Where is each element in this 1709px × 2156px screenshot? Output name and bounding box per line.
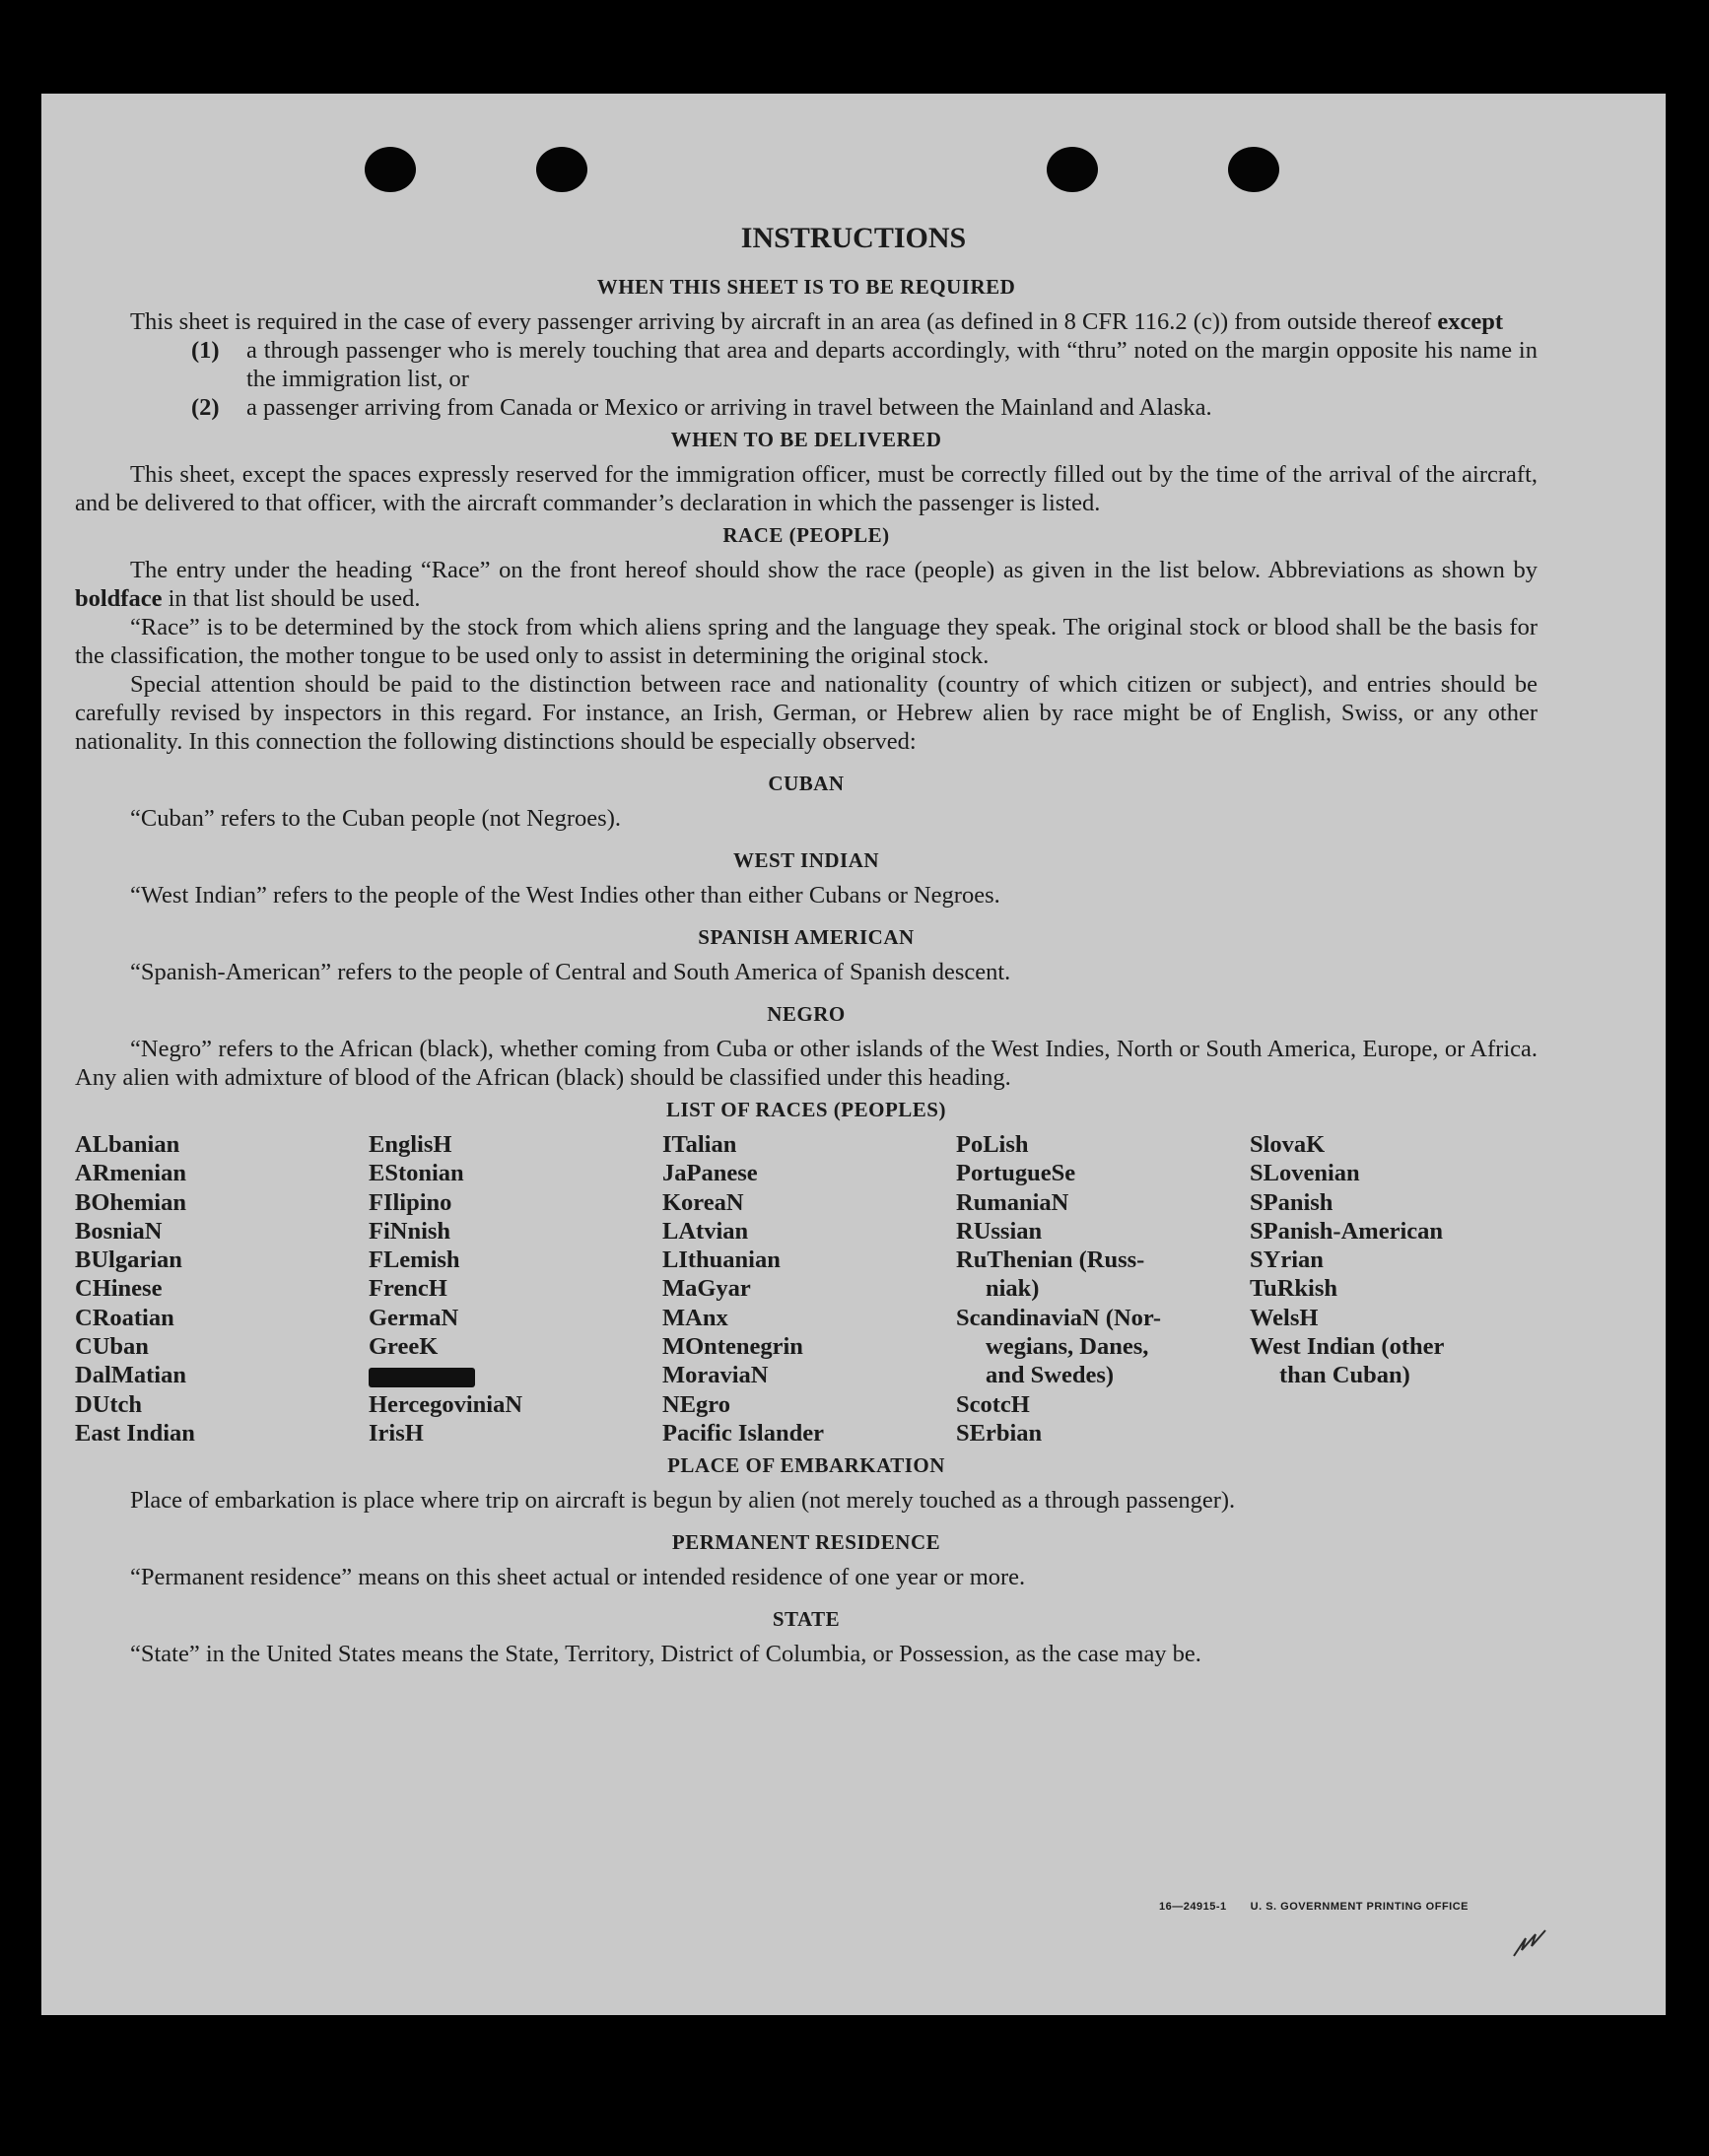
- race-item: MaGyar: [662, 1275, 751, 1303]
- section-heading: RACE (PEOPLE): [722, 523, 890, 547]
- race-item: ScotcH: [956, 1390, 1030, 1418]
- race-item: Pacific Islander: [662, 1419, 824, 1447]
- race-list: [75, 1130, 1538, 1448]
- race-item: HercegoviniaN: [369, 1390, 523, 1418]
- section-heading: LIST OF RACES (PEOPLES): [666, 1098, 946, 1121]
- redaction-mark: [369, 1368, 475, 1387]
- paragraph: “Negro” refers to the African (black), whether coming from Cuba or other islands of the West Indies, North or South America, Europe, or Africa. Any alien with admixture of blood of the African (black) should be classified under this heading.: [75, 1036, 1538, 1091]
- race-item: FiNnish: [369, 1217, 451, 1245]
- page-title: INSTRUCTIONS: [740, 222, 967, 254]
- race-column: [956, 1130, 1250, 1448]
- race-item: MoraviaN: [662, 1362, 769, 1389]
- race-item: PortugueSe: [956, 1160, 1076, 1187]
- race-item: BosniaN: [75, 1217, 163, 1245]
- race-item: ITalian: [662, 1131, 737, 1158]
- race-item: ScandinaviaN (Nor-: [956, 1304, 1162, 1331]
- race-item: SYrian: [1250, 1246, 1324, 1274]
- paragraph: Place of embarkation is place where trip on aircraft is begun by alien (not merely touched as a through passenger).: [130, 1487, 1236, 1515]
- punch-hole: [536, 147, 587, 192]
- race-column: [369, 1130, 662, 1448]
- race-item: FLemish: [369, 1246, 460, 1274]
- race-item: NEgro: [662, 1390, 730, 1418]
- list-item: (1) a through passenger who is merely touching that area and departs accordingly, with “thru” noted on the margin opposite his name in the immigration list, or: [191, 337, 1538, 392]
- race-item: EnglisH: [369, 1131, 452, 1158]
- race-item: wegians, Danes,: [986, 1333, 1149, 1361]
- race-item: RUssian: [956, 1217, 1043, 1245]
- section-heading: PLACE OF EMBARKATION: [667, 1453, 945, 1478]
- race-item: West Indian (other: [1250, 1333, 1445, 1361]
- printer-footer: [1135, 1901, 1469, 1913]
- race-item: FIlipino: [369, 1188, 452, 1216]
- race-item: SPanish-American: [1250, 1217, 1443, 1245]
- race-item: ALbanian: [75, 1131, 180, 1158]
- paragraph: “State” in the United States means the State, Territory, District of Columbia, or Possession, as the case may be.: [130, 1641, 1201, 1668]
- race-item: East Indian: [75, 1419, 195, 1447]
- paragraph: This sheet, except the spaces expressly reserved for the immigration officer, must be correctly filled out by the time of the arrival of the aircraft, and be delivered to that officer, with the aircraft commander’s declaration in which the passenger is listed.: [75, 461, 1538, 516]
- race-item: JaPanese: [662, 1160, 758, 1187]
- race-item: TuRkish: [1250, 1275, 1338, 1303]
- section-heading: WHEN TO BE DELIVERED: [670, 428, 942, 451]
- section-heading: WHEN THIS SHEET IS TO BE REQUIRED: [596, 275, 1016, 299]
- punch-hole: [1047, 147, 1098, 192]
- printer-name: U. S. GOVERNMENT PRINTING OFFICE: [1250, 1901, 1469, 1913]
- race-item: MOntenegrin: [662, 1333, 803, 1361]
- punch-hole: [365, 147, 416, 192]
- race-item: SPanish: [1250, 1188, 1333, 1216]
- race-item: GermaN: [369, 1304, 459, 1331]
- pencil-mark-icon: [1512, 1928, 1547, 1958]
- race-item: RuThenian (Russ-: [956, 1246, 1145, 1274]
- race-item: SLovenian: [1250, 1160, 1360, 1187]
- section-heading: NEGRO: [767, 1002, 846, 1026]
- race-item: and Swedes): [986, 1362, 1115, 1389]
- paragraph: “West Indian” refers to the people of the West Indies other than either Cubans or Negroes.: [130, 882, 1000, 909]
- instructions-body: [75, 269, 1538, 1668]
- race-item: BUlgarian: [75, 1246, 182, 1274]
- paragraph: Special attention should be paid to the distinction between race and nationality (country of which citizen or subject), and entries should be carefully revised by inspectors in this regard. For instance, an Irish, German, or Hebrew alien by race might be of English, Swiss, or any other nationality. In this connection the following distinctions should be especially observed:: [75, 671, 1538, 755]
- race-item: CUban: [75, 1333, 149, 1361]
- paragraph: “Spanish-American” refers to the people of Central and South America of Spanish descent.: [130, 959, 1011, 985]
- race-item: DalMatian: [75, 1362, 186, 1389]
- race-item: RumaniaN: [956, 1188, 1069, 1216]
- race-item: LIthuanian: [662, 1246, 781, 1274]
- race-item: MAnx: [662, 1304, 728, 1331]
- race-item: FrencH: [369, 1275, 447, 1303]
- paragraph: “Permanent residence” means on this sheet actual or intended residence of one year or more.: [130, 1564, 1026, 1591]
- race-item: KoreaN: [662, 1188, 744, 1216]
- paragraph: “Race” is to be determined by the stock from which aliens spring and the language they speak. The original stock or blood shall be the basis for the classification, the mother tongue to be used only to assist in determining the original stock.: [75, 614, 1538, 669]
- race-item: SErbian: [956, 1419, 1043, 1447]
- race-item: niak): [986, 1275, 1040, 1303]
- race-item: CRoatian: [75, 1304, 174, 1331]
- race-item: CHinese: [75, 1275, 163, 1303]
- section-heading: WEST INDIAN: [732, 848, 880, 872]
- race-item: WelsH: [1250, 1304, 1319, 1331]
- form-code: 16—24915-1: [1159, 1901, 1227, 1913]
- section-heading: PERMANENT RESIDENCE: [671, 1530, 941, 1555]
- race-item: SlovaK: [1250, 1131, 1326, 1158]
- race-column: [1250, 1130, 1538, 1448]
- race-item: than Cuban): [1279, 1362, 1410, 1389]
- race-item: ARmenian: [75, 1160, 186, 1187]
- race-column: [662, 1130, 956, 1448]
- list-item: (2) a passenger arriving from Canada or Mexico or arriving in travel between the Mainland and Alaska.: [191, 394, 1212, 421]
- redacted-race-item: [369, 1361, 662, 1389]
- punch-hole: [1228, 147, 1279, 192]
- race-item: DUtch: [75, 1390, 143, 1418]
- paragraph: The entry under the heading “Race” on the front hereof should show the race (people) as given in the list below. Abbreviations as shown by boldface in that list should be used.: [75, 557, 1538, 612]
- race-item: PoLish: [956, 1131, 1029, 1158]
- section-heading: STATE: [772, 1607, 841, 1632]
- paragraph: This sheet is required in the case of every passenger arriving by aircraft in an area (as defined in 8 CFR 116.2 (c)) from outside thereof except: [130, 308, 1504, 335]
- section-heading: SPANISH AMERICAN: [698, 925, 915, 949]
- race-item: IrisH: [369, 1419, 424, 1447]
- race-item: GreeK: [369, 1333, 439, 1361]
- race-item: EStonian: [369, 1160, 464, 1187]
- race-item: LAtvian: [662, 1217, 749, 1245]
- race-column: [75, 1130, 369, 1448]
- document-sheet: [41, 94, 1666, 2015]
- race-item: BOhemian: [75, 1188, 186, 1216]
- section-heading: CUBAN: [768, 772, 845, 795]
- paragraph: “Cuban” refers to the Cuban people (not Negroes).: [130, 805, 621, 832]
